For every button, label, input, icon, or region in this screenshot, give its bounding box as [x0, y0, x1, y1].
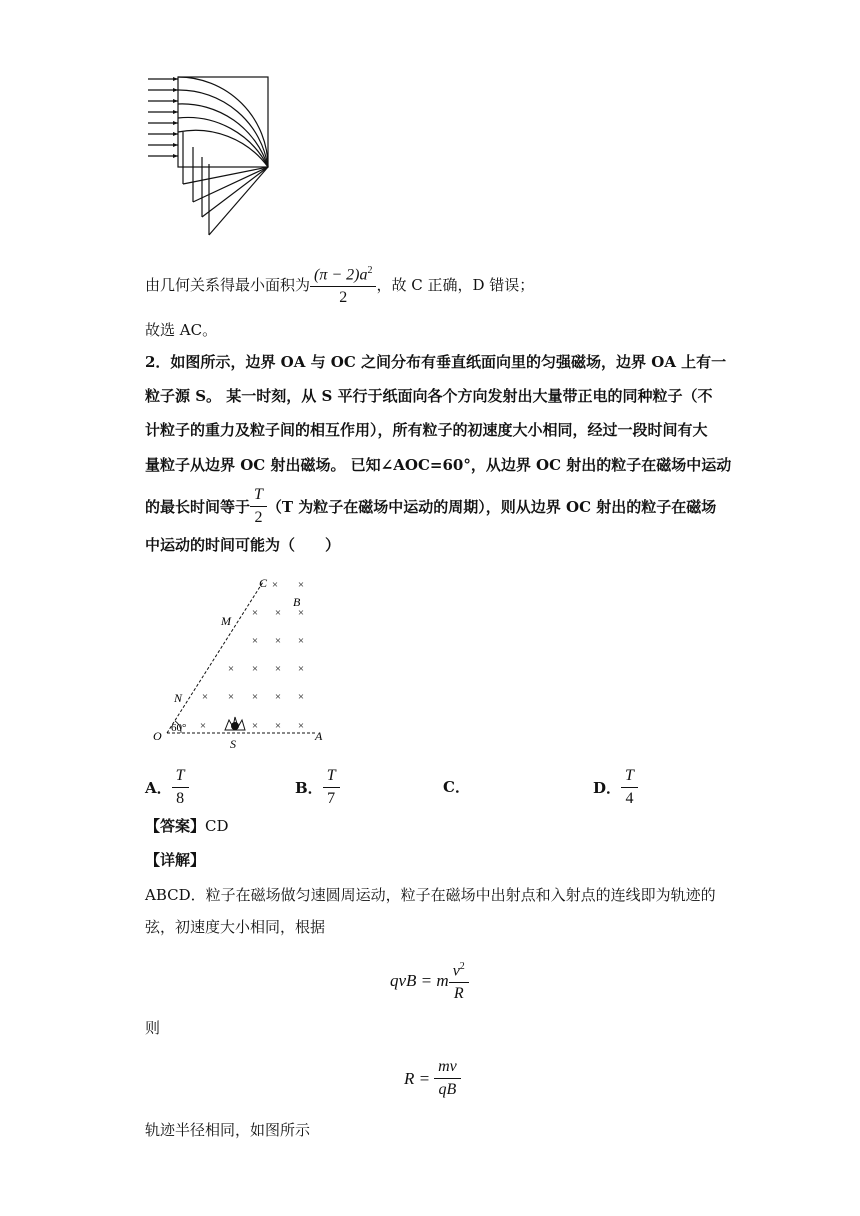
half-period-numerator: T — [250, 486, 267, 507]
field-cross: × — [251, 607, 259, 619]
field-cross: × — [201, 691, 209, 703]
last-line: 轨迹半径相同，如图所示 — [145, 1121, 311, 1139]
label-s: S — [230, 737, 236, 751]
field-cross: × — [297, 635, 305, 647]
option-c-letter: C． — [443, 778, 470, 796]
figure-particle-trajectories — [145, 72, 280, 240]
option-d-denominator: 4 — [625, 790, 634, 807]
label-n: N — [174, 691, 183, 705]
eq1-left: qvB = m — [390, 970, 449, 990]
area-fraction-denominator: 2 — [339, 289, 348, 307]
detail-line-1: ABCD．粒子在磁场做匀速圆周运动，粒子在磁场中出射点和入射点的连线即为轨迹的 — [145, 886, 716, 904]
detail-tag: 【详解】 — [145, 851, 206, 869]
q2-line-5-prefix: 的最长时间等于 — [145, 497, 251, 516]
label-c: C — [259, 576, 268, 590]
field-cross: × — [251, 635, 259, 647]
field-cross: × — [297, 720, 305, 732]
label-o: O — [153, 729, 162, 743]
answer-value: CD — [205, 817, 229, 835]
half-period-denominator: 2 — [254, 509, 263, 526]
area-text-suffix: ，故 C 正确，D 错误； — [376, 275, 535, 294]
then-text: 则 — [145, 1019, 161, 1037]
option-a-denominator: 8 — [176, 790, 185, 807]
area-fraction-exponent: 2 — [367, 265, 373, 276]
option-b-numerator: T — [323, 767, 340, 788]
option-b-fraction[interactable] — [323, 767, 340, 808]
option-d-numerator: T — [621, 767, 638, 788]
eq1-denominator: R — [453, 985, 464, 1003]
field-cross: × — [227, 663, 235, 675]
eq1-exponent: 2 — [459, 961, 465, 972]
equation-lorentz — [390, 958, 469, 1003]
option-c[interactable] — [443, 777, 470, 797]
q2-line-1: 2．如图所示，边界 OA 与 OC 之间分布有垂直纸面向里的匀强磁场，边界 OA 上有一 — [145, 353, 727, 371]
field-cross: × — [274, 635, 282, 647]
field-cross: × — [251, 663, 259, 675]
field-cross: × — [271, 579, 279, 591]
q2-line-2: 粒子源 S。 某一时刻，从 S 平行于纸面向各个方向发射出大量带正电的同种粒子（不 — [145, 387, 713, 405]
field-cross: × — [274, 607, 282, 619]
field-cross: × — [251, 691, 259, 703]
option-d-fraction[interactable] — [621, 767, 638, 808]
eq2-left: R = — [404, 1068, 431, 1088]
label-angle: 60° — [171, 722, 187, 734]
choose-ac-line: 故选 AC。 — [145, 321, 218, 339]
field-cross: × — [274, 720, 282, 732]
area-text-prefix: 由几何关系得最小面积为 — [145, 275, 311, 294]
equation-radius — [404, 1058, 461, 1099]
half-period-fraction — [250, 486, 267, 527]
q2-line-5-suffix: （T 为粒子在磁场中运动的周期），则从边界 OC 射出的粒子在磁场 — [266, 497, 717, 516]
field-cross: × — [297, 579, 305, 591]
field-cross: × — [199, 720, 207, 732]
q2-line-6: 中运动的时间可能为（ ） — [145, 536, 341, 554]
eq2-numerator: mv — [434, 1058, 461, 1079]
option-a-numerator: T — [172, 767, 189, 788]
label-m: M — [221, 614, 231, 628]
option-a-fraction[interactable] — [172, 767, 189, 808]
area-fraction-numerator: (π − 2)a — [314, 266, 368, 284]
field-cross: × — [297, 607, 305, 619]
field-cross: × — [274, 691, 282, 703]
option-b-letter: B． — [295, 778, 323, 797]
eq2-denominator: qB — [438, 1081, 457, 1098]
source-s-icon — [225, 717, 245, 730]
label-a: A — [315, 729, 323, 743]
q2-line-3: 计粒子的重力及粒子间的相互作用），所有粒子的初速度大小相同，经过一段时间有大 — [145, 421, 708, 439]
field-cross: × — [251, 720, 259, 732]
option-d-letter: D． — [593, 778, 622, 797]
answer-tag: 【答案】 — [145, 817, 206, 835]
figure-magnetic-field — [145, 570, 345, 755]
q2-line-4: 量粒子从边界 OC 射出磁场。 已知∠AOC=60°，从边界 OC 射出的粒子在磁场中运动 — [145, 456, 732, 474]
field-cross: × — [297, 691, 305, 703]
eq1-numerator: v — [452, 962, 460, 980]
label-b: B — [293, 595, 301, 609]
detail-line-2: 弦，初速度大小相同，根据 — [145, 918, 326, 936]
field-cross: × — [274, 663, 282, 675]
area-fraction — [310, 262, 376, 307]
field-cross: × — [297, 663, 305, 675]
option-a-letter: A． — [145, 778, 172, 797]
field-cross: × — [227, 691, 235, 703]
option-b-denominator: 7 — [327, 790, 336, 807]
